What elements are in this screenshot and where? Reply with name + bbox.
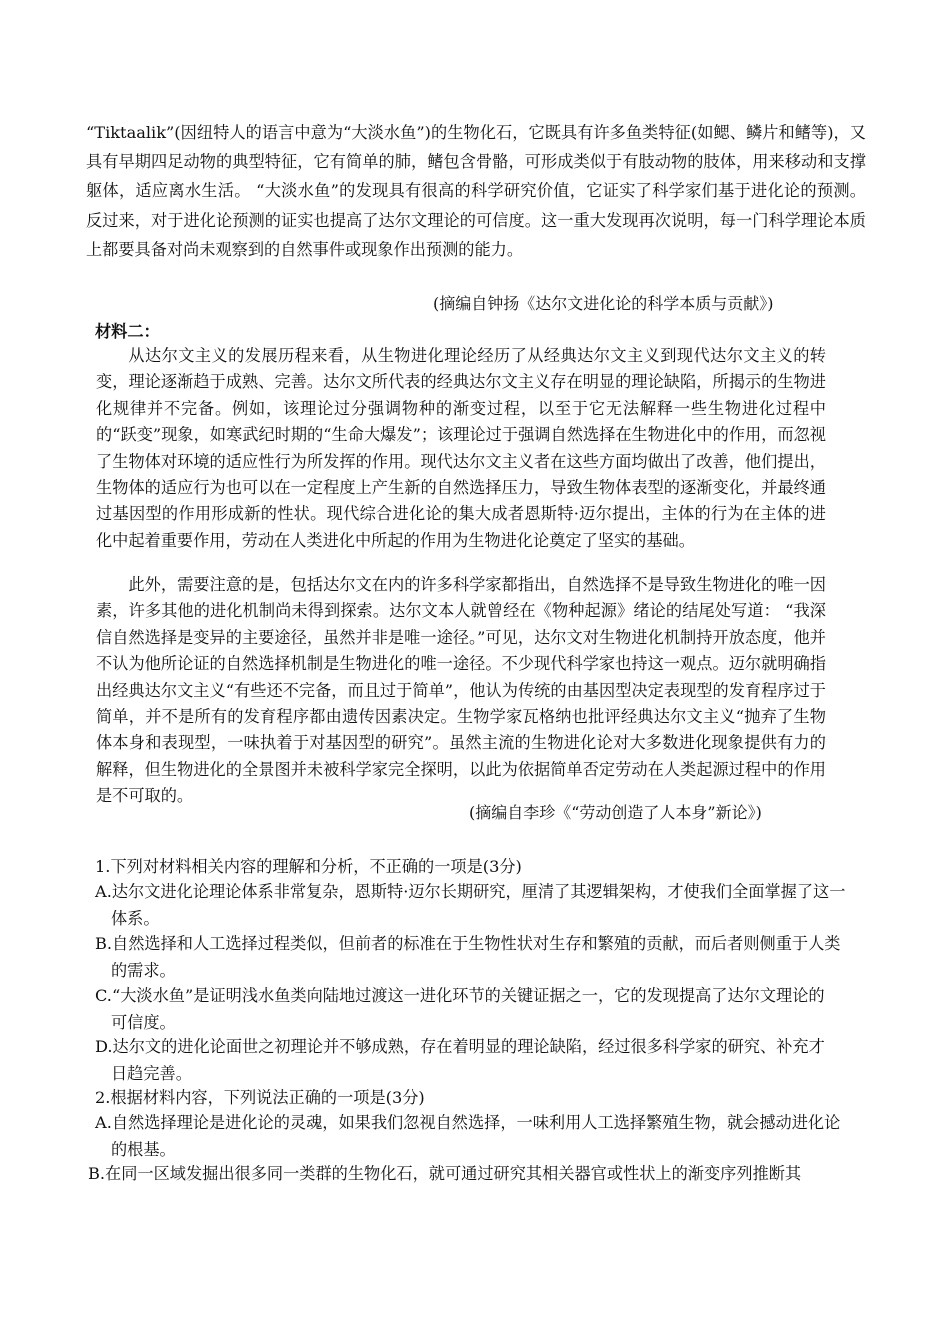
- material-one-paragraph: “Tiktaalik”(因纽特人的语言中意为“大淡水鱼”)的生物化石，它既具有许多鱼类特征(如鳃、鳞片和鳍等)，又具有早期四足动物的典型特征，它有简单的肺，鳍包含骨骼，可形成类似于有肢动物的肢体，用来移动和支撑躯体，适应离水生活。 “大淡水鱼”的发现具有很高的科学研究价值，它证实了科学家们基于进化论的预测。反过来，对于进化论预测的证实也提高了达尔文理论的可信度。这一重大发现再次说明，每一门科学理论本质上都要具备对尚未观察到的自然事件或现象作出预测的能力。: [86, 123, 866, 259]
- question-1-option-d: D.达尔文的进化论面世之初理论并不够成熟，存在着明显的理论缺陷，经过很多科学家的研究、补充才日趋完善。: [95, 1037, 825, 1083]
- material-two-source: (摘编自李珍《“劳动创造了人本身”新论》): [469, 803, 762, 822]
- material-one-source: (摘编自钟扬《达尔文进化论的科学本质与贡献》): [433, 294, 774, 313]
- question-1-option-a: A.达尔文进化论理论体系非常复杂，恩斯特·迈尔长期研究，厘清了其逻辑架构，才使我们全面掌握了这一体系。: [95, 882, 846, 928]
- question-2-option-b: B.在同一区域发掘出很多同一类群的生物化石，就可通过研究其相关器官或性状上的渐变序列推断其: [88, 1164, 802, 1183]
- material-two-paragraph-1: 从达尔文主义的发展历程来看，从生物进化理论经历了从经典达尔文主义到现代达尔文主义的转变，理论逐渐趋于成熟、完善。达尔文所代表的经典达尔文主义存在明显的理论缺陷，所揭示的生物进化规律并不完备。例如，该理论过分强调物种的渐变过程，以至于它无法解释一些生物进化过程中的“跃变”现象，如寒武纪时期的“生命大爆发”；该理论过于强调自然选择在生物进化中的作用，而忽视了生物体对环境的适应性行为所发挥的作用。现代达尔文主义者在这些方面均做出了改善，他们提出，生物体的适应行为也可以在一定程度上产生新的自然选择压力，导致生物体表型的逐渐变化，并最终通过基因型的作用形成新的性状。现代综合进化论的集大成者恩斯特·迈尔提出，主体的行为在主体的进化中起着重要作用，劳动在人类进化中所起的作用为生物进化论奠定了坚实的基础。: [96, 346, 826, 550]
- question-1-stem: 1.下列对材料相关内容的理解和分析，不正确的一项是(3分): [95, 857, 522, 876]
- question-2-stem: 2.根据材料内容，下列说法正确的一项是(3分): [95, 1088, 425, 1107]
- material-two-heading: 材料二：: [95, 322, 160, 341]
- question-2-option-a: A.自然选择理论是进化论的灵魂，如果我们忽视自然选择，一味利用人工选择繁殖生物，就会撼动进化论的根基。: [95, 1113, 841, 1159]
- question-1-option-b: B.自然选择和人工选择过程类似，但前者的标准在于生物性状对生存和繁殖的贡献，而后者则侧重于人类的需求。: [95, 934, 841, 980]
- question-1-option-c: C.“大淡水鱼”是证明浅水鱼类向陆地过渡这一进化环节的关键证据之一，它的发现提高了达尔文理论的可信度。: [95, 986, 825, 1032]
- material-two-paragraph-2: 此外，需要注意的是，包括达尔文在内的许多科学家都指出，自然选择不是导致生物进化的唯一因素，许多其他的进化机制尚未得到探索。达尔文本人就曾经在《物种起源》绪论的结尾处写道： “我深信自然选择是变异的主要途径，虽然并非是唯一途径。”可见，达尔文对生物进化机制持开放态度，他并不认为他所论证的自然选择机制是生物进化的唯一途径。不少现代科学家也持这一观点。迈尔就明确指出经典达尔文主义“有些还不完备，而且过于简单”，他认为传统的由基因型决定表现型的发育程序过于简单，并不是所有的发育程序都由遗传因素决定。生物学家瓦格纳也批评经典达尔文主义“抛弃了生物体本身和表现型，一味执着于对基因型的研究”。虽然主流的生物进化论对大多数进化现象提供有力的解释，但生物进化的全景图并未被科学家完全探明，以此为依据简单否定劳动在人类起源过程中的作用是不可取的。: [96, 575, 826, 806]
